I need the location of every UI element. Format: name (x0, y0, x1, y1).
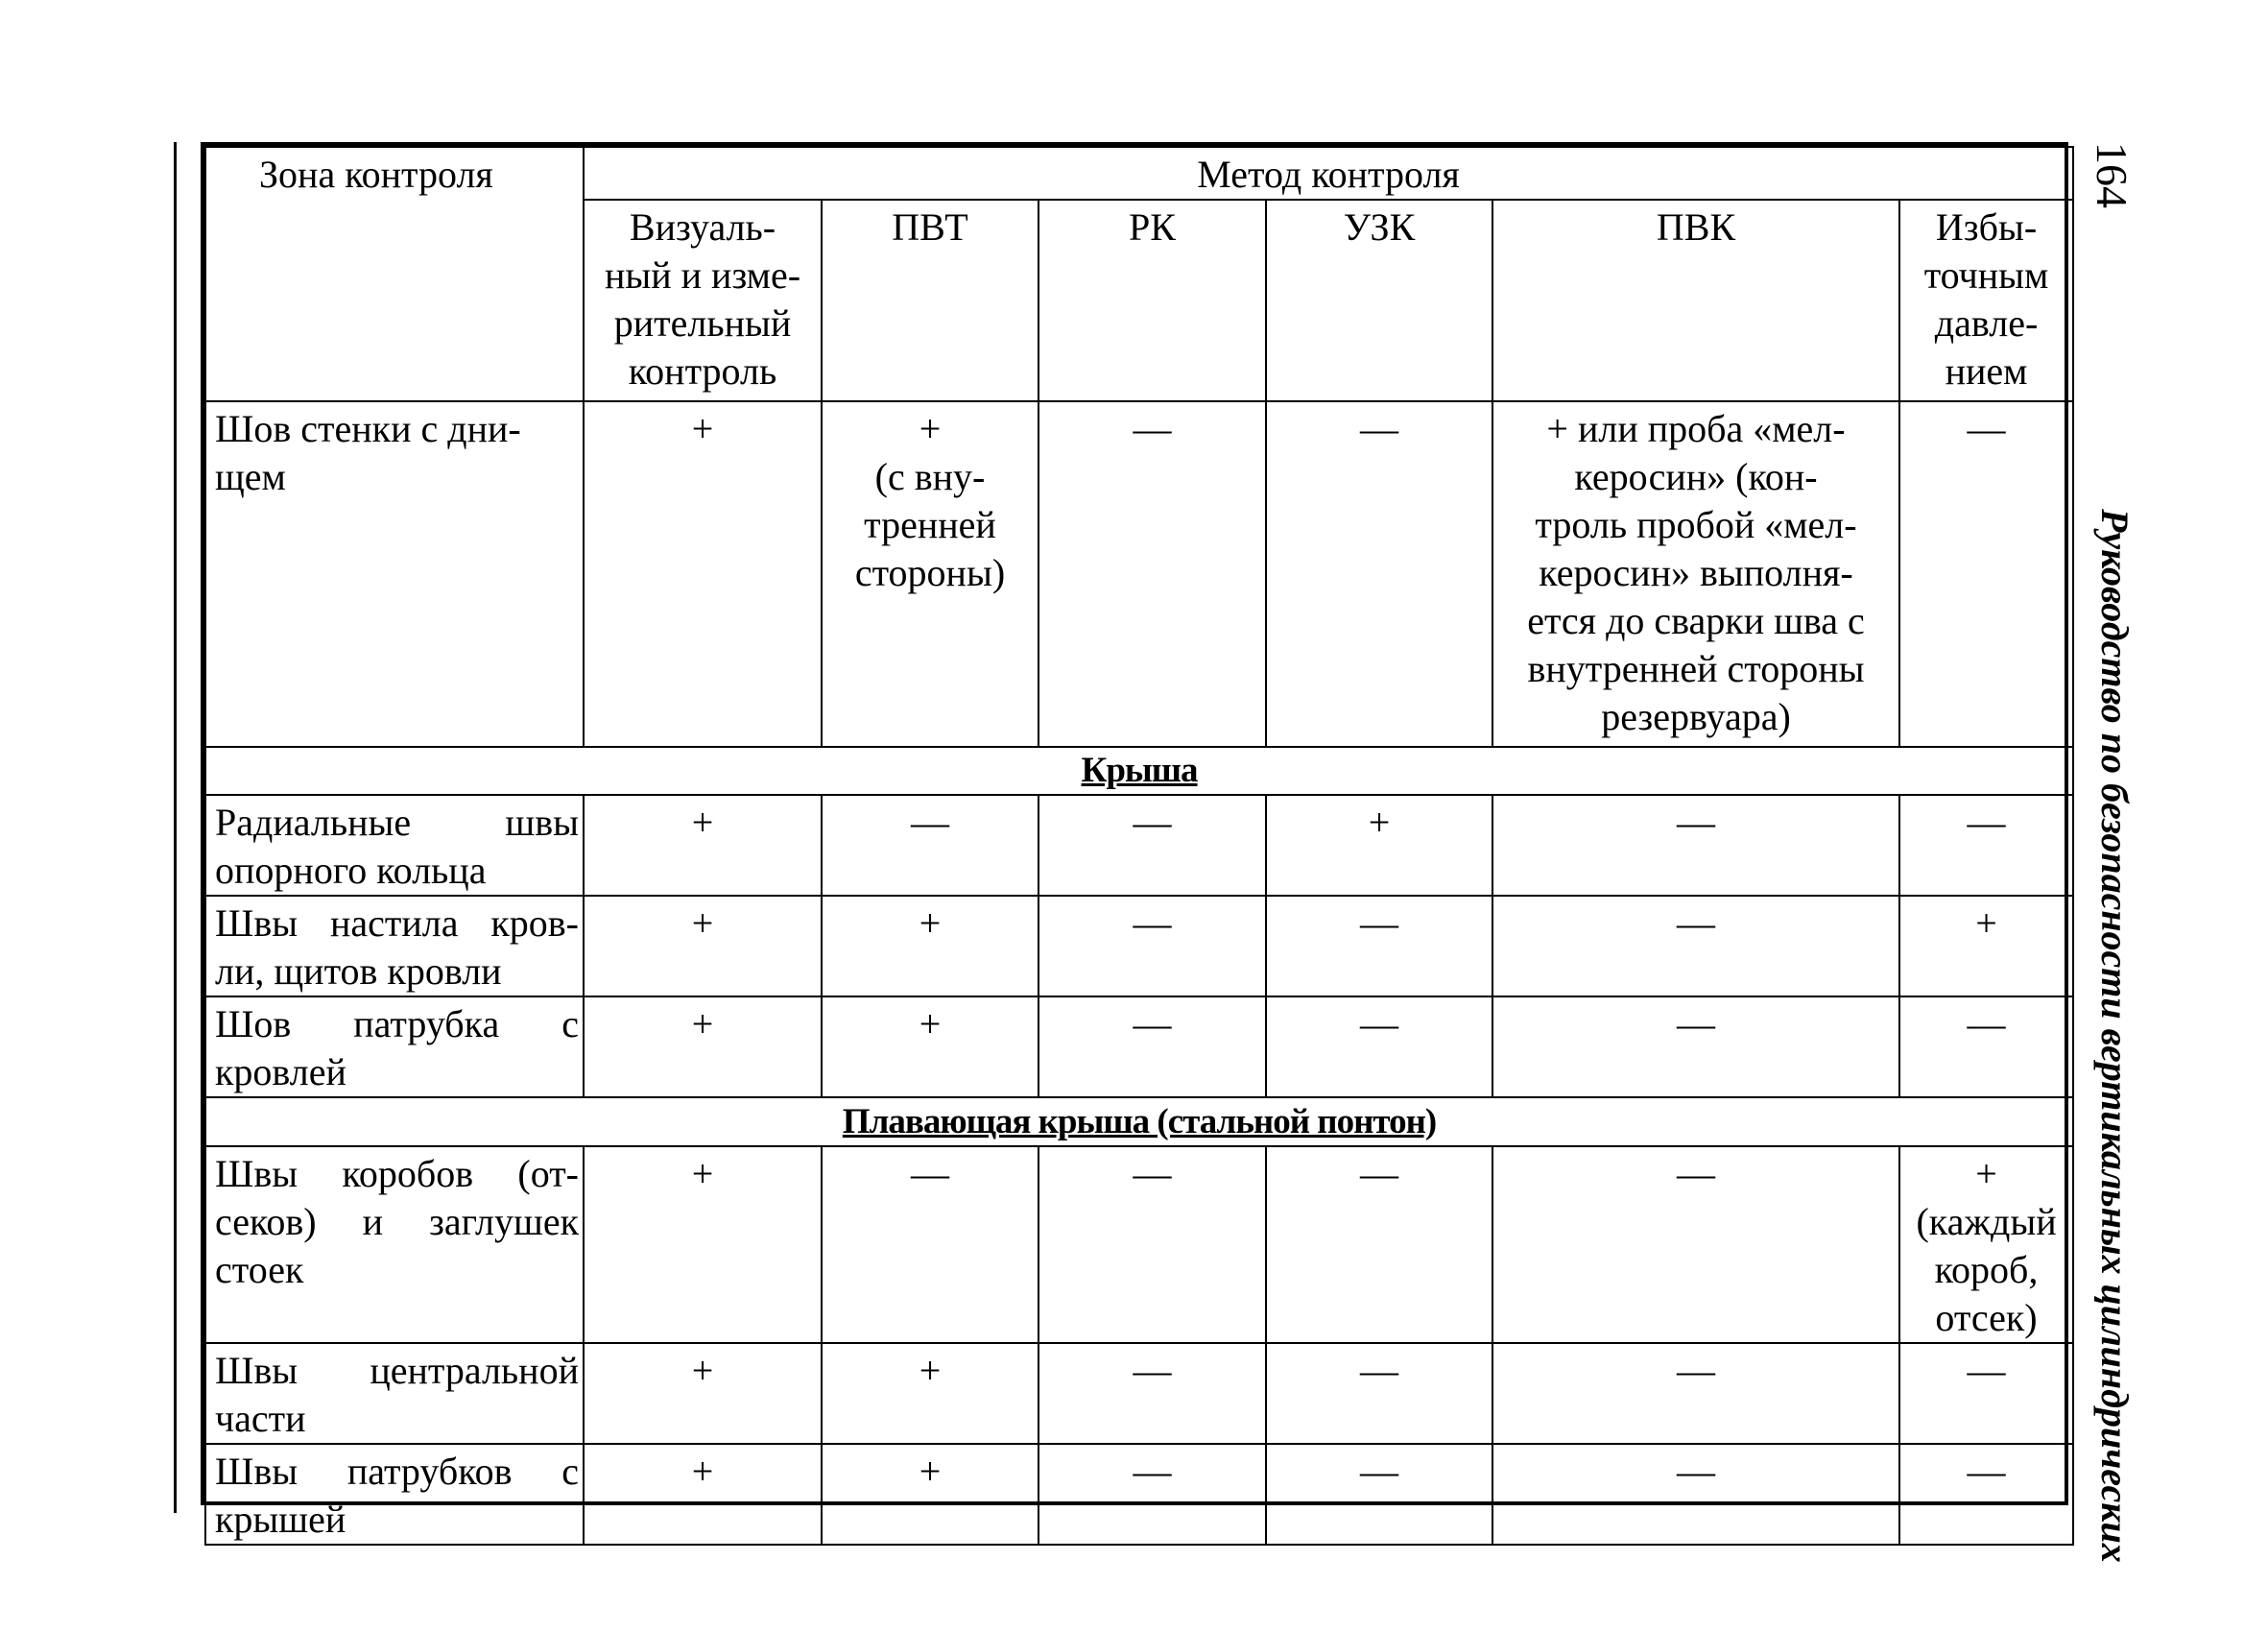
value-cell: — (1039, 1146, 1266, 1343)
left-margin-rule (174, 142, 177, 1513)
value-cell: — (1899, 795, 2073, 896)
section-row-roof (205, 747, 2073, 795)
value-cell: + (с вну- тренней стороны) (822, 401, 1039, 747)
method-header-pressure: Избы- точным давле- нием (1899, 200, 2073, 401)
value-cell: — (1492, 1146, 1899, 1343)
value-cell: + (584, 1146, 822, 1343)
value-cell: — (1492, 1444, 1899, 1545)
value-cell: + (1266, 795, 1492, 896)
value-cell: + (822, 1343, 1039, 1444)
value-cell: + (822, 1444, 1039, 1545)
table-row (205, 1444, 2073, 1545)
value-cell: — (1039, 1343, 1266, 1444)
value-cell: — (1899, 1343, 2073, 1444)
value-cell: — (822, 1146, 1039, 1343)
table-row (205, 795, 2073, 896)
table-row (205, 896, 2073, 996)
table-row (205, 996, 2073, 1097)
value-cell: + (584, 1444, 822, 1545)
value-cell: + (584, 401, 822, 747)
value-cell: — (1899, 1444, 2073, 1545)
value-cell: + или проба «мел- керосин» (кон- троль пробой «мел- керосин» выполня- ется до сварки шва с внутренней стороны резервуара) (1492, 401, 1899, 747)
method-header-visual: Визуаль- ный и изме- рительный контроль (584, 200, 822, 401)
value-cell: — (1266, 1444, 1492, 1545)
zone-cell: Швы настила кров-ли, щитов кровли (205, 896, 584, 996)
section-row-floating-roof (205, 1097, 2073, 1146)
value-cell: — (1266, 1146, 1492, 1343)
value-cell: — (1039, 795, 1266, 896)
value-cell: — (822, 795, 1039, 896)
value-cell: — (1039, 401, 1266, 747)
method-header-pvt: ПВТ (822, 200, 1039, 401)
table-row (205, 401, 2073, 747)
value-cell: + (822, 996, 1039, 1097)
value-cell: — (1039, 996, 1266, 1097)
value-cell: — (1039, 1444, 1266, 1545)
zone-cell: Швы патрубков с крышей (205, 1444, 584, 1545)
value-cell: — (1492, 996, 1899, 1097)
value-cell: — (1492, 896, 1899, 996)
control-methods-table (201, 142, 2068, 1541)
method-header-uzk: УЗК (1266, 200, 1492, 401)
value-cell: + (584, 1343, 822, 1444)
value-cell: — (1899, 401, 2073, 747)
running-title: Руководство по безопасности вертикальных цилиндрических (2093, 509, 2137, 1563)
value-cell: + (1899, 896, 2073, 996)
method-group-header: Метод контроля (584, 147, 2073, 200)
zone-cell: Шов стенки с дни- щем (205, 401, 584, 747)
value-cell: + (каждый короб, отсек) (1899, 1146, 2073, 1343)
method-header-rk: РК (1039, 200, 1266, 401)
zone-cell: Шов патрубка с кровлей (205, 996, 584, 1097)
value-cell: — (1266, 1343, 1492, 1444)
value-cell: + (584, 795, 822, 896)
value-cell: — (1492, 795, 1899, 896)
value-cell: — (1492, 1343, 1899, 1444)
section-title-roof: Крыша (1081, 751, 1198, 790)
value-cell: — (1266, 896, 1492, 996)
value-cell: — (1039, 896, 1266, 996)
value-cell: + (822, 896, 1039, 996)
table-row (205, 1343, 2073, 1444)
zone-cell: Швы коробов (от-секов) и заглушек стоек (205, 1146, 584, 1343)
value-cell: + (584, 896, 822, 996)
section-title-floating-roof: Плавающая крыша (стальной понтон) (842, 1101, 1437, 1141)
header-row-1 (205, 147, 2073, 200)
value-cell: — (1266, 401, 1492, 747)
zone-cell: Радиальные швы опорного кольца (205, 795, 584, 896)
value-cell: — (1899, 996, 2073, 1097)
zone-column-header: Зона контроля (205, 147, 584, 401)
value-cell: — (1266, 996, 1492, 1097)
method-header-pvk: ПВК (1492, 200, 1899, 401)
value-cell: + (584, 996, 822, 1097)
table-row (205, 1146, 2073, 1343)
zone-cell: Швы центральной части (205, 1343, 584, 1444)
page-number: 164 (2088, 142, 2137, 208)
